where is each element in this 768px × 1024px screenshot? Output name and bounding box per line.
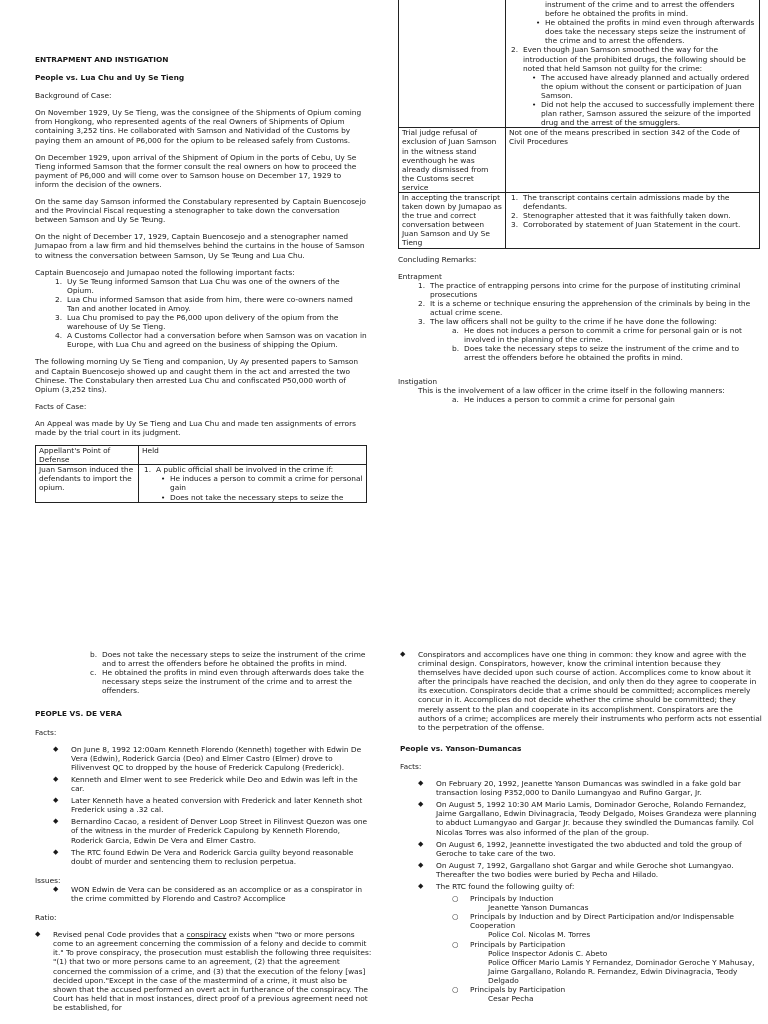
list-item: b. Does not take the necessary steps to seize the instrument of the crime and to arrest the offenders before he obtained the profits in mind. bbox=[90, 650, 366, 669]
table-cell: instrument of the crime and to arrest the offenders before he obtained the profits in mind. • He obtained the profits in mind even through afterwards does take the necessary steps seize the instrument of the crime and to arrest the offenders. 2. Even though Juan Samson smoothed the way for the introduction of the prohibited drugs, the following should be noted that held Samson not guilty for the crime: • The accused have already planned and actually ordered the opium without the consent or participation of Juan Samson. • Did not help the accused to successfully implement there plan rather, Samson assured the seizure of the imported drug and the arrest of the smugglers. bbox=[506, 0, 760, 128]
list-item: 1. The practice of entrapping persons into crime for the purpose of instituting criminal prosecutions bbox=[418, 280, 741, 299]
name-entry: Cesar Pecha bbox=[488, 994, 534, 1004]
list-item: 2. Lua Chu informed Samson that aside from him, there were co-owners named Tan and another located in Amoy. bbox=[55, 294, 353, 313]
list-item: ◆ On August 6, 1992, Jeannette investigated the two abducted and told the group of Geroche to take care of the two. bbox=[418, 839, 742, 858]
name-entry: Police Col. Nicolas M. Torres bbox=[488, 930, 591, 940]
held-table bbox=[35, 445, 367, 503]
conspirators-paragraph: ◆ Conspirators and accomplices have one thing in common: they know and agree with the criminal design. Conspirators, however, know the criminal intention because they themselves have decided upon such course of action. Accomplices come to know about it after the principals have reached the decision, and only then do they agree to cooperate in its execution. Conspirators decide that a crime should be committed; accomplices merely concur in it. Accomplices do not decide whether the crime should be committed; they merely assent to the plan and cooperate in its accomplishment. Conspirators are the authors of a crime; accomplices are merely their instruments who perform acts not essential to the perpetration of the offense. bbox=[400, 650, 762, 732]
instigation-label: Instigation bbox=[398, 376, 438, 386]
case-title: PEOPLE VS. DE VERA bbox=[35, 709, 122, 719]
table-row bbox=[36, 446, 367, 465]
list-item: 4. A Customs Collector had a conversation before when Samson was on vacation in Europe, with Lua Chu and agreed on the business of shipping the Opium. bbox=[55, 331, 367, 350]
list-item: ○ Principals by Participation bbox=[452, 939, 566, 949]
table-row bbox=[399, 0, 760, 128]
list-item: 3. The law officers shall not be guilty to the crime if he have done the following: bbox=[418, 317, 717, 327]
name-entry: Police Inspector Adonis C. Abeto bbox=[488, 948, 608, 958]
conspiracy-link[interactable]: conspiracy bbox=[186, 930, 227, 940]
entrapment-label: Entrapment bbox=[398, 271, 442, 281]
held-table-continued bbox=[398, 0, 760, 249]
list-item: a. He does not induces a person to commit a crime for personal gain or is not involved in the planning of the crime. bbox=[452, 326, 742, 345]
list-item: ◆ On August 7, 1992, Gargallano shot Gargar and while Geroche shot Lumangyao. Thereafter the two bodies were buried by Pecha and Hilado. bbox=[418, 860, 734, 879]
paragraph: On November 1929, Uy Se Tieng, was the consignee of the Shipments of Opium coming from Hongkong, who represented agents of the real Owners of Shipments of Opium containing 3,252 tins. He collaborated with Samson and Natividad of the Customs by paying them an amount of P6,000 for the opium to be released safely from Customs. bbox=[35, 108, 362, 145]
page2-left-column bbox=[35, 650, 373, 1015]
list-item: a. He induces a person to commit a crime for personal gain bbox=[452, 394, 675, 404]
page2-right-column bbox=[400, 650, 762, 1003]
instigation-text: This is the involvement of a law officer in the crime itself in the following manners: bbox=[418, 385, 725, 395]
list-item: b. Does take the necessary steps to seize the instrument of the crime and to arrest the offenders before he obtained the profits in mind. bbox=[452, 344, 740, 363]
facts-list bbox=[53, 745, 373, 866]
table-header-cell: Appellant's Point of Defense bbox=[36, 446, 139, 465]
facts-label: Facts: bbox=[400, 761, 422, 771]
list-item: ◆ Later Kenneth have a heated conversion with Frederick and later Kenneth shot Frederick using a .32 cal. bbox=[53, 796, 363, 815]
guilty-list bbox=[400, 894, 762, 1003]
list-item: ○ Principals by Participation bbox=[452, 985, 566, 994]
issues-label: Issues: bbox=[35, 875, 61, 885]
facts-label: Facts of Case: bbox=[35, 401, 87, 411]
list-item: ◆ On August 5, 1992 10:30 AM Mario Lamis, Dominador Geroche, Rolando Fernandez, Jaime Gargallano, Edwin Divinagracia, Teody Delgado, Moises Grandeza were planning to abduct Lumangyao and Gargar Jr. because they swindled the Dumancas family. Col Nicolas Torres was also informed of the plan of the group. bbox=[418, 800, 757, 837]
list-item: ◆ The RTC found the following guilty of: bbox=[418, 881, 575, 891]
document-title: ENTRAPMENT AND INSTIGATION bbox=[35, 55, 169, 64]
page1-left-column bbox=[35, 55, 367, 503]
list-item: ○ Principals by Induction bbox=[452, 894, 554, 904]
list-item: ◆ On June 8, 1992 12:00am Kenneth Florendo (Kenneth) together with Edwin De Vera (Edwin), Roderick Garcia (Deo) and Elmer Castro (Elmer) drove to Filivenvest QC to dropped by the house of Frederick Capulong (Frederick). bbox=[53, 744, 362, 772]
entrapment-list bbox=[418, 281, 760, 363]
paragraph: An Appeal was made by Uy Se Tieng and Lua Chu and made ten assignments of errors made by the trial court in its judgment. bbox=[35, 418, 356, 437]
ratio-label: Ratio: bbox=[35, 913, 57, 923]
case-title: People vs. Lua Chu and Uy Se Tieng bbox=[35, 73, 185, 83]
list-item: 3. Lua Chu promised to pay the P6,000 upon delivery of the opium from the warehouse of Uy Se Tieng. bbox=[55, 313, 339, 332]
continued-list bbox=[90, 650, 373, 695]
concluding-label: Concluding Remarks: bbox=[398, 254, 477, 264]
table-cell bbox=[399, 0, 506, 128]
name-entry: Jeanette Yanson Dumancas bbox=[488, 903, 589, 913]
table-cell: Juan Samson induced the defendants to import the opium. bbox=[36, 465, 139, 502]
list-item: ◆ Kenneth and Elmer went to see Frederick while Deo and Edwin was left in the car. bbox=[53, 774, 358, 794]
case-title: People vs. Yanson-Dumancas bbox=[400, 743, 522, 753]
name-entry: Police Officer Mario Lamis Y Fernandez, Dominador Geroche Y Mahusay, Jaime Gargallano, Rolando R. Fernandez, Edwin Divinagracia, Teody Delgado bbox=[488, 957, 755, 985]
list-item: c. He obtained the profits in mind even through afterwards does take the necessary steps seize the instrument of the crime and to arrest the offenders. bbox=[90, 668, 364, 696]
list-item: ◆ Bernardino Cacao, a resident of Denver Loop Street in Filinvest Quezon was one of the witness in the murder of Frederick Capulong by Kenneth Florendo, Roderick Garcia, Edwin De Vera and Elmer Castro. bbox=[53, 817, 368, 845]
list-item: ○ Principals by Induction and by Direct Participation and/or Indispensable Cooperation bbox=[452, 912, 734, 931]
table-row bbox=[399, 192, 760, 248]
table-row bbox=[399, 128, 760, 193]
list-item: ◆ WON Edwin de Vera can be considered as an accomplice or as a conspirator in the crime committed by Florendo and Castro? Accomplice bbox=[53, 884, 363, 903]
list-item: 1. Uy Se Teung informed Samson that Lua Chu was one of the owners of the Opium. bbox=[55, 276, 340, 295]
facts-intro: Captain Buencosejo and Jumapao noted the following important facts: bbox=[35, 267, 295, 277]
page1-right-column bbox=[398, 0, 760, 404]
paragraph: On the same day Samson informed the Constabulary represented by Captain Buencosejo and the Provincial Fiscal requesting a stenographer to take down the conversation between Samson and Uy Se Teung. bbox=[35, 197, 366, 225]
list-item: ◆ On February 20, 1992, Jeanette Yanson Dumancas was swindled in a fake gold bar transaction losing P352,000 to Danilo Lumangyao and Rufino Gargar, Jr. bbox=[418, 779, 741, 798]
table-row bbox=[36, 465, 367, 502]
background-label: Background of Case: bbox=[35, 91, 112, 101]
table-cell: 1. A public official shall be involved in the crime if: • He induces a person to commit a crime for personal gain • Does not take the necessary steps to seize the bbox=[139, 465, 367, 502]
facts-list bbox=[55, 277, 367, 350]
paragraph: On the night of December 17, 1929, Captain Buencosejo and a stenographer named Jumapao from a law firm and hid themselves behind the curtains in the house of Samson to witness the conversation between Samson, Uy Se Teung and Lua Chu. bbox=[35, 232, 365, 260]
page-2 bbox=[0, 630, 768, 1024]
paragraph: The following morning Uy Se Tieng and companion, Uy Ay presented papers to Samson and Captain Buencosejo showed up and caught them in the act and arrested the two Chinese. The Constabulary then arrested Lua Chu and confiscated P50,000 worth of Opium (3,252 tins). bbox=[35, 357, 359, 394]
table-cell: 1. The transcript contains certain admissions made by the defendants. 2. Stenographer attested that it was faithfully taken down. 3. Corroborated by statement of Juan Statement in the court. bbox=[506, 192, 760, 248]
list-item: 2. It is a scheme or technique ensuring the apprehension of the criminals by being in the actual crime scene. bbox=[418, 298, 751, 317]
table-header-cell: Held bbox=[139, 446, 367, 465]
table-cell: Trial judge refusal of exclusion of Juan Samson in the witness stand eventhough he was already dismissed from the Customs secret service bbox=[399, 128, 506, 193]
table-cell: Not one of the means prescribed in section 342 of the Code of Civil Procedures bbox=[506, 128, 760, 193]
facts-label: Facts: bbox=[35, 727, 57, 737]
ratio-paragraph: ◆ Revised penal Code provides that a conspiracy exists when "two or more persons come to an agreement concerning the commission of a felony and decide to commit it." To prove conspiracy, the prosecution must establish the following three requisites: "(1) that two or more persons came to an agreement, (2) that the agreement concerned the commission of a crime, and (3) that the execution of the felony [was] decided upon."Except in the case of the mastermind of a crime, it must also be shown that the accused performed an overt act in furtherance of the conspiracy. The Court has held that in most instances, direct proof of a previous agreement need not be established, for bbox=[35, 930, 372, 1012]
list-item: ◆ The RTC found Edwin De Vera and Roderick Garcia guilty beyond reasonable doubt of murder and sentencing them to reclusion perpetua. bbox=[53, 847, 354, 866]
table-cell: In accepting the transcript taken down by Jumapao as the true and correct conversation between Juan Samson and Uy Se Tieng bbox=[399, 192, 506, 248]
paragraph: On December 1929, upon arrival of the Shipment of Opium in the ports of Cebu, Uy Se Tieng informed Samson that the former consult the real owners on how to proceed the payment of P6,000 and will come over to Samson house on December 17, 1929 to inform the decision of the owners. bbox=[35, 152, 357, 189]
facts-list bbox=[418, 779, 762, 891]
